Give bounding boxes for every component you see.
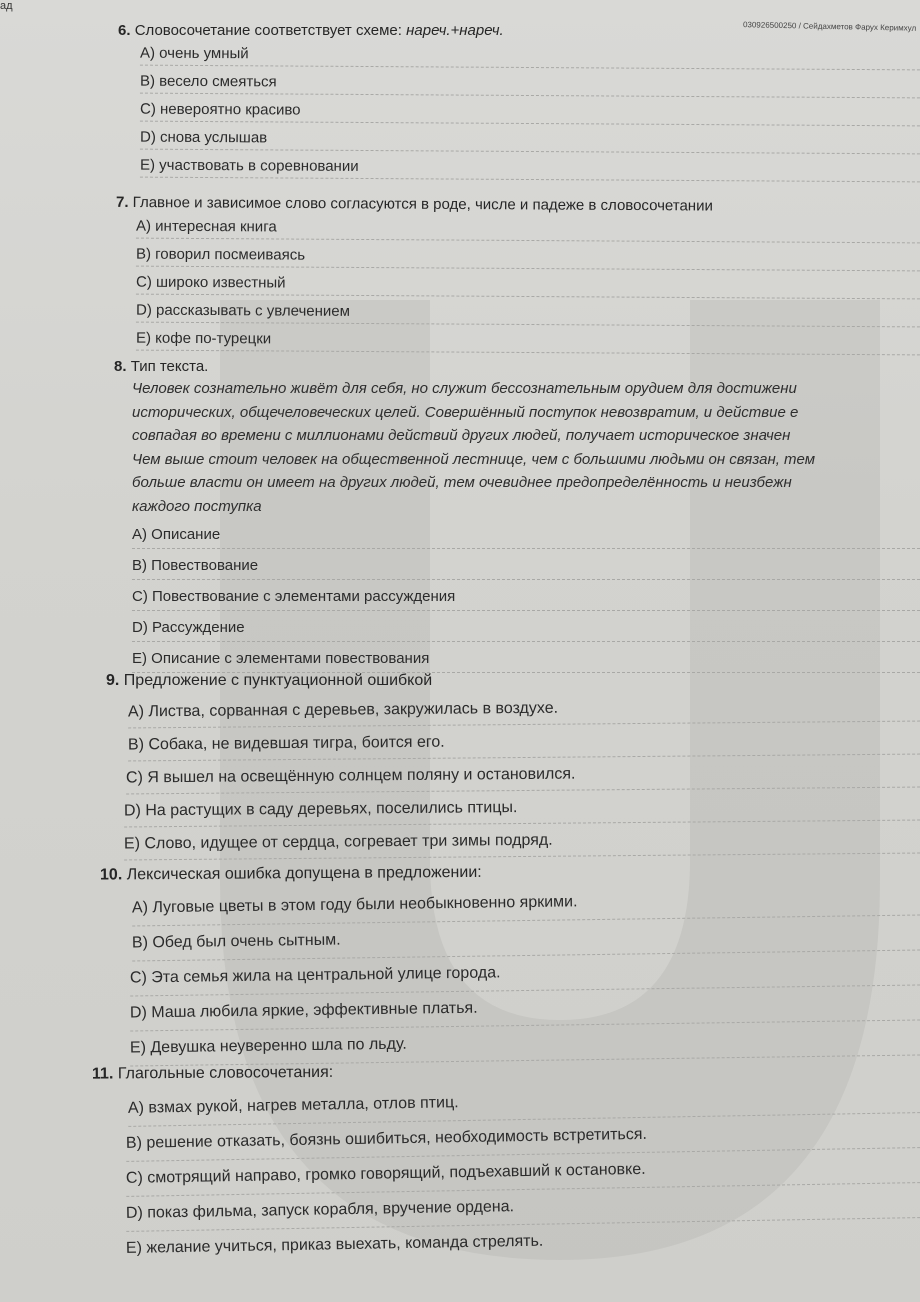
- option-a[interactable]: A) Листва, сорванная с деревьев, закружилась в воздухе.: [128, 697, 920, 729]
- option-e[interactable]: E) Описание с элементами повествования: [132, 650, 920, 673]
- option-c[interactable]: C) Эта семья жила на центральной улице города.: [130, 958, 920, 996]
- option-d[interactable]: D) Маша любила яркие, эффективные платья.: [130, 993, 920, 1031]
- option-a[interactable]: A) Луговые цветы в этом году были необыкновенно яркими.: [132, 889, 920, 927]
- question-6-title: [0, 22, 920, 39]
- option-c[interactable]: C) смотрящий направо, громко говорящий, подъехавший к остановке.: [126, 1156, 920, 1197]
- option-c[interactable]: C) невероятно красиво: [140, 101, 920, 127]
- question-text: Предложение с пунктуационной ошибкой: [123, 672, 433, 689]
- question-text: Лексическая ошибка допущена в предложении:: [126, 863, 482, 884]
- text-passage: [132, 377, 920, 518]
- question-6: [0, 22, 920, 180]
- question-text: Главное и зависимое слово согласуются в роде, числе и падеже в словосочетании: [132, 194, 713, 215]
- question-number: 9.: [106, 672, 120, 689]
- option-b[interactable]: B) Собака, не видевшая тигра, боится его.: [128, 730, 920, 762]
- option-b[interactable]: B) Обед был очень сытным.: [132, 924, 920, 962]
- option-d[interactable]: D) показ фильма, запуск корабля, вручение ордена.: [126, 1191, 920, 1232]
- question-8: [0, 358, 920, 673]
- option-a[interactable]: A) интересная книга: [136, 218, 920, 244]
- option-d[interactable]: D) Рассуждение: [132, 619, 920, 642]
- question-11-title: [0, 1060, 920, 1084]
- question-number: 6.: [118, 22, 131, 39]
- question-9: [0, 672, 920, 857]
- option-a[interactable]: A) очень умный: [140, 45, 920, 71]
- option-d[interactable]: D) рассказывать с увлечением: [136, 302, 920, 328]
- option-c[interactable]: C) Я вышел на освещённую солнцем поляну и остановился.: [126, 763, 920, 795]
- question-8-title: [0, 358, 920, 375]
- option-b[interactable]: B) говорил посмеиваясь: [136, 246, 920, 272]
- passage-line: Чем выше стоит человек на общественной лестнице, чем с большими людьми он связан, тем: [132, 450, 816, 468]
- header-student-id: 030926500250 / Сейдахметов Фарух Керимхул: [742, 20, 917, 33]
- option-a[interactable]: A) взмах рукой, нагрев металла, отлов птиц.: [128, 1086, 920, 1127]
- passage-line: исторических, общечеловеческих целей. Совершённый поступок невозвратим, и действие е: [132, 403, 799, 421]
- passage-line: каждого поступка: [132, 497, 262, 515]
- corner-mark: ад: [0, 0, 13, 12]
- question-7-title: [0, 193, 920, 216]
- question-text: Словосочетание соответствует схеме:: [134, 22, 402, 39]
- question-text: Тип текста.: [130, 358, 209, 375]
- question-number: 8.: [114, 358, 127, 375]
- question-number: 11.: [91, 1065, 114, 1083]
- passage-line: совпадая во времени с миллионами действий других людей, получает историческое значен: [132, 427, 791, 444]
- question-10-title: [0, 861, 920, 885]
- question-text: Глагольные словосочетания:: [117, 1063, 334, 1083]
- option-e[interactable]: E) участвовать в соревновании: [140, 157, 920, 183]
- question-scheme: нареч.+нареч.: [406, 22, 504, 39]
- question-9-title: [0, 672, 920, 690]
- passage-line: Человек сознательно живёт для себя, но служит бессознательным орудием для достижени: [132, 380, 797, 397]
- option-b[interactable]: B) решение отказать, боязнь ошибиться, необходимость встретиться.: [126, 1121, 920, 1162]
- option-d[interactable]: D) снова услышав: [140, 129, 920, 155]
- option-e[interactable]: E) кофе по-турецки: [136, 330, 920, 356]
- option-c[interactable]: C) широко известный: [136, 274, 920, 300]
- passage-line: больше власти он имеет на других людей, тем очевиднее предопределённость и неизбежн: [132, 474, 792, 491]
- option-a[interactable]: A) Описание: [132, 526, 920, 549]
- question-10: [0, 864, 920, 1061]
- option-e[interactable]: E) Девушка неуверенно шла по льду.: [130, 1028, 920, 1066]
- option-d[interactable]: D) На растущих в саду деревьях, поселились птицы.: [124, 796, 920, 828]
- option-c[interactable]: C) Повествование с элементами рассуждения: [132, 588, 920, 611]
- question-number: 7.: [115, 193, 129, 211]
- question-number: 10.: [99, 866, 123, 884]
- question-7: [0, 193, 920, 353]
- option-e[interactable]: E) Слово, идущее от сердца, согревает три зимы подряд.: [124, 829, 920, 861]
- option-e[interactable]: E) желание учиться, приказ выехать, команда стрелять.: [125, 1232, 544, 1257]
- question-11: [0, 1063, 920, 1259]
- option-b[interactable]: B) весело смеяться: [140, 73, 920, 99]
- option-b[interactable]: B) Повествование: [132, 557, 920, 580]
